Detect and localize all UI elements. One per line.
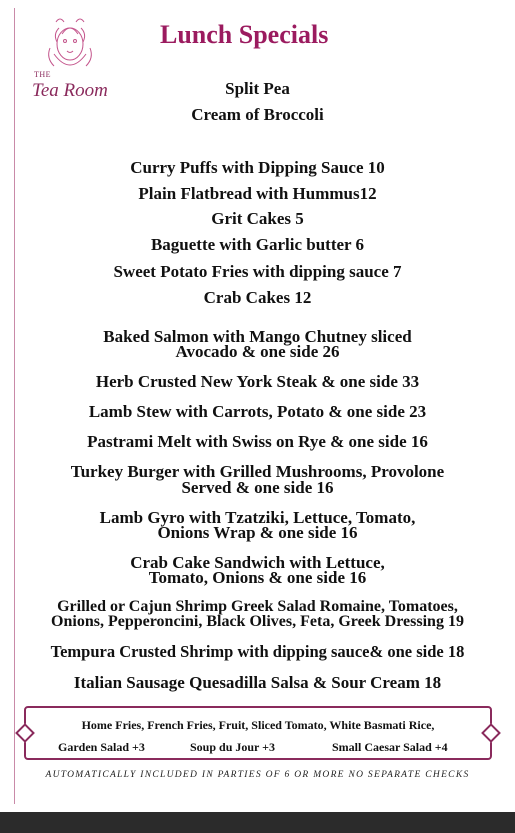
entree-item-line: Italian Sausage Quesadilla Salsa & Sour Cream 18	[73, 673, 442, 692]
entree-item-line: Onions Wrap & one side 16	[157, 523, 358, 542]
soup-du-jour-addon: Soup du Jour +3	[190, 740, 275, 754]
tea-room-emblem-icon	[26, 14, 122, 76]
entree-item-line: Tomato, Onions & one side 16	[148, 568, 367, 587]
soup-item: Cream of Broccoli	[191, 105, 324, 124]
gratuity-note: AUTOMATICALLY INCLUDED IN PARTIES OF 6 OR MORE NO SEPARATE CHECKS	[45, 770, 470, 780]
appetizer-item: Baguette with Garlic butter 6	[150, 235, 365, 254]
appetizer-item: Crab Cakes 12	[203, 288, 312, 307]
entree-item-line: Turkey Burger with Grilled Mushrooms, Provolone	[70, 462, 445, 481]
appetizer-item: Grit Cakes 5	[211, 209, 304, 228]
appetizer-item: Plain Flatbread with Hummus12	[138, 184, 377, 203]
entree-item-line: Served & one side 16	[181, 478, 334, 497]
logo-name: Tea Room	[32, 80, 108, 101]
soup-item: Split Pea	[225, 79, 290, 98]
sides-list: Home Fries, French Fries, Fruit, Sliced Tomato, White Basmati Rice,	[81, 718, 435, 732]
entree-item-line: Lamb Gyro with Tzatziki, Lettuce, Tomato,	[99, 508, 416, 527]
entree-item-line: Tempura Crusted Shrimp with dipping sauce& one side 18	[50, 642, 465, 661]
entree-item-line: Pastrami Melt with Swiss on Rye & one side 16	[87, 432, 428, 451]
entree-item-line: Lamb Stew with Carrots, Potato & one side 23	[88, 402, 427, 421]
garden-salad-addon: Garden Salad +3	[58, 740, 145, 754]
entree-item-line: Avocado & one side 26	[175, 342, 340, 361]
appetizer-item: Sweet Potato Fries with dipping sauce 7	[113, 262, 402, 281]
appetizer-item: Curry Puffs with Dipping Sauce 10	[130, 158, 385, 177]
logo-the: THE	[34, 70, 52, 79]
entree-item-line: Onions, Pepperoncini, Black Olives, Feta, Greek Dressing 19	[51, 613, 464, 630]
sides-box	[24, 706, 492, 760]
entree-item-line: Crab Cake Sandwich with Lettuce,	[130, 553, 385, 572]
page-title: Lunch Specials	[160, 20, 329, 49]
caesar-salad-addon: Small Caesar Salad +4	[332, 740, 448, 754]
entree-item-line: Baked Salmon with Mango Chutney sliced	[103, 327, 412, 346]
bottom-bar	[0, 812, 515, 833]
entree-item-line: Herb Crusted New York Steak & one side 33	[95, 372, 420, 391]
entree-item-line: Grilled or Cajun Shrimp Greek Salad Romaine, Tomatoes,	[57, 598, 458, 615]
